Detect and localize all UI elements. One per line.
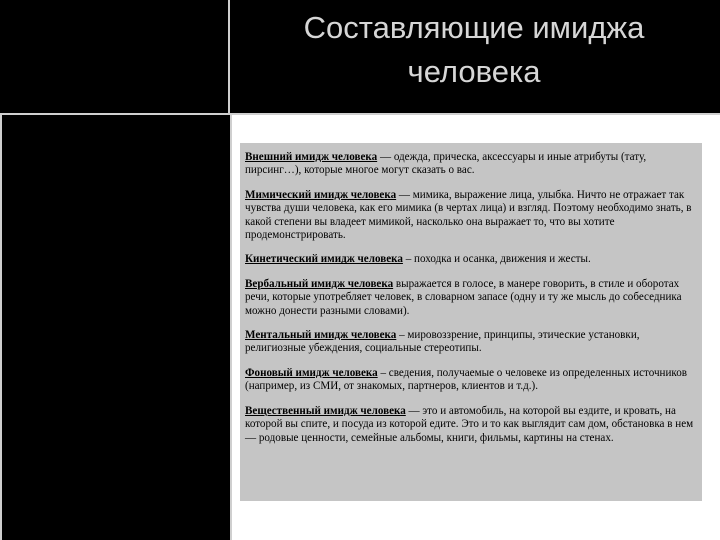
- left-strip-side-rule: [0, 113, 2, 540]
- desc-verbal: выражается в голосе, в манере говорить, в стиле и оборотах речи, которые употребляет человек, в словарном запасе (одну и ту же мысль до собеседника можно донести разными словами).: [245, 277, 682, 317]
- desc-external: — одежда, прическа, аксессуары и иные атрибуты (тату, пирсинг…), которые многое могут сказать о вас.: [245, 151, 647, 177]
- text-panel: [240, 143, 702, 501]
- title-divider: [228, 0, 230, 113]
- left-margin-strip: [0, 113, 230, 540]
- term-external: Внешний имидж человека: [245, 151, 378, 163]
- desc-mimic: — мимика, выражение лица, улыбка. Ничто не отражает так чувства души человека, как его мимика (в чертах лица) и взгляд. Поэтому необходимо знать, в какой степени вы владеет мимикой, насколько она выражает то, что вы хотите продемонстрировать.: [245, 188, 692, 242]
- content-area-top-rule: [230, 113, 720, 115]
- term-background: Фоновый имидж человека: [245, 366, 378, 379]
- term-verbal: Вербальный имидж человека: [245, 277, 394, 290]
- desc-background: – сведения, получаемые о человеке из определенных источников (например, из СМИ, от знакомых, партнеров, клиентов и т.д.).: [245, 366, 688, 393]
- desc-material: — это и автомобиль, на которой вы ездите, и кровать, на которой вы спите, и посуда из которой едите. Это и то как выглядит сам дом, обстановка в нем — родовые ценности, семейные альбомы, книги, фильмы, картины на стенах.: [245, 404, 694, 444]
- paragraph-material-image: [245, 405, 694, 445]
- paragraph-external-image: [245, 151, 694, 178]
- content-area-left-rule: [230, 113, 232, 540]
- paragraph-mental-image: [245, 329, 694, 356]
- paragraph-kinetic-image: [245, 253, 694, 266]
- slide-title-line-1: Составляющие имиджа: [303, 10, 645, 45]
- term-kinetic: Кинетический имидж человека: [245, 253, 403, 266]
- term-mimic: Мимический имидж человека: [245, 188, 397, 201]
- left-strip-top-rule: [0, 113, 230, 115]
- slide-title-line-2: человека: [407, 54, 541, 89]
- desc-kinetic: – походка и осанка, движения и жесты.: [402, 253, 591, 266]
- term-mental: Ментальный имидж человека: [245, 329, 397, 342]
- term-material: Вещественный имидж человека: [245, 404, 406, 417]
- paragraph-background-image: [245, 367, 694, 394]
- desc-mental: – мировоззрение, принципы, этические установки, религиозные убеждения, социальные стереотипы.: [245, 329, 640, 355]
- paragraph-mimic-image: [245, 189, 694, 243]
- paragraph-verbal-image: [245, 278, 694, 318]
- slide-title: [232, 6, 716, 94]
